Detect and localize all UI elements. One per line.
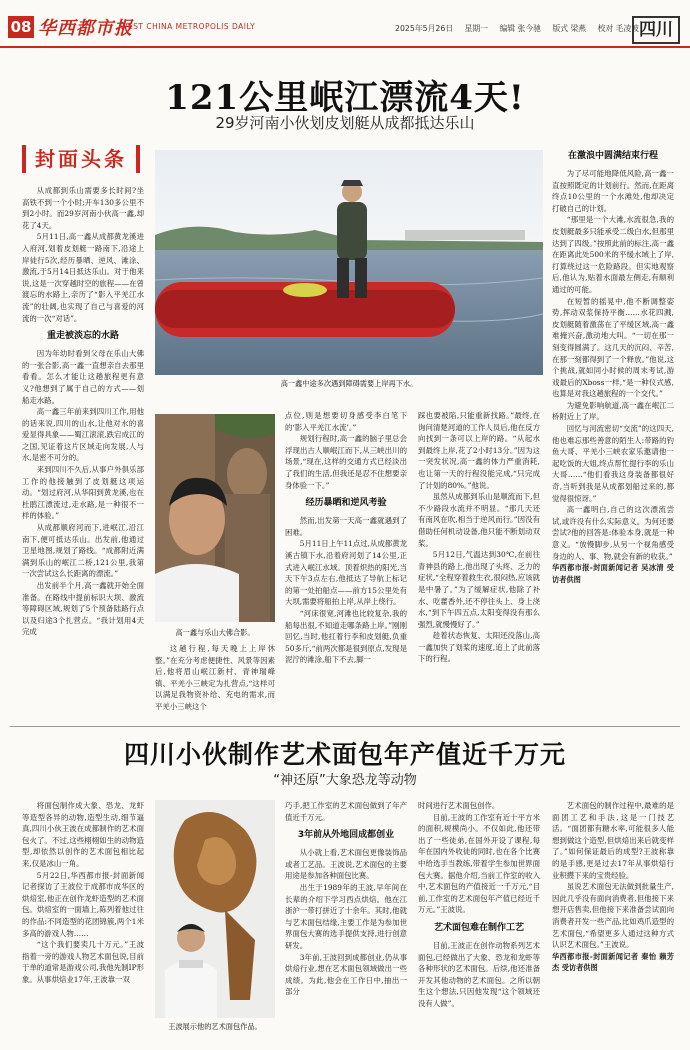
kayak-photo <box>155 150 543 375</box>
bread-art-photo-image <box>155 800 275 1018</box>
paragraph: 时间进行艺术面包创作。 <box>418 801 500 810</box>
column-label: 封面头条 <box>22 145 140 173</box>
story-divider <box>10 726 680 727</box>
buddha-photo-image <box>155 414 275 622</box>
paragraph: 在短暂的摇晃中,他不断调整姿势,挥动双浆保持平衡……水花四溅,皮划艇随着激荡在了平缓区域,高一鑫难掩兴奋,激动地大叫。“一切在那一刻变得圆满了。这几天的沉闷、辛苦,在那一刻都得到了一个释放。”他说,这个挑战,就如同小时候的周末考试,游戏最后的Xboss一样,“是一种仪式感,也算是对我这趟旅程的一个交代。” <box>552 296 674 399</box>
paragraph: 将面包制作成大象、恐龙、龙虾等造型各异的动物,造型生动,细节逼真,四川小伙王波在成都制作的艺术面包火了。不过,这些栩栩如生的动物造型,却依然以创作的艺术面包相比起来,仅是冰山一角。 <box>22 801 144 868</box>
paragraph: 虽然从成都到乐山是顺流而下,但不少路段水流并不明显。“那几天还有南风在吹,相当于逆风而行。”因没有借助任何机动设备,他只能不断划动双桨。 <box>418 492 540 548</box>
paragraph: 因为年幼时看到父母在乐山大佛的一张合影,高一鑫一直想亲自去那里看看。怎么才能让这趟旅程更有意义?他想到了属于自己的方式——划船走水路。 <box>22 349 144 405</box>
paragraph: 5月12日,气温达到30℃,在前往青神县的路上,他出现了头疼、乏力的症状,“全程穿着救生衣,很闷热,应该就是中暑了。”为了缓解症状,他除了补水、吃藿香外,还不停往头上、身上浇水,“到下午四五点,太阳变得没有那么强烈,就慢慢好了。” <box>418 550 540 629</box>
bread-art-photo <box>155 800 275 1018</box>
paragraph: 目前,王波正在创作动物系列艺术面包,已经做出了大象、恐龙和龙虾等各种形状的艺术面包。后续,他还准备开发其他动物的艺术面包。之所以朝生这个想法,只因他发现“这个领域还没有人做”。 <box>418 940 540 1008</box>
kayak-photo-image <box>155 150 543 375</box>
paragraph: 来到四川不久后,从事户外俱乐部工作的他接触到了皮划艇这项运动。“划过府河,从华阳到黄龙溪,也在杜鹃江漂流过,走水路,是一种很不一样的体验。” <box>22 465 144 521</box>
story1-byline: 华西都市报-封面新闻记者 吴冰清 受访者供图 <box>552 563 674 584</box>
paragraph: 然而,出发第一天高一鑫就遇到了困难。 <box>285 516 407 537</box>
story1-subhead-3: 在激浪中圆满结束行程 <box>567 151 658 161</box>
paragraph: 虽说艺术面包无法做到批量生产,因此几乎没有面向消费者,但他接下来想开店售卖,但他接下来准备尝试面向消费者开发一些产品,比如鸡爪造型的艺术面包,“希望更多人通过这种方式认识艺术面包。”王波说。 <box>552 882 674 950</box>
story1-subhead-2: 经历暴晒和逆风考验 <box>305 498 387 509</box>
story2-column-1 <box>22 800 144 1030</box>
kayak-photo-caption: 高一鑫中途多次遇到障碍需要上岸再下水。 <box>280 379 418 388</box>
paragraph: 为避免影响航道,高一鑫在岷江二桥附近上了岸。 <box>552 400 674 422</box>
story2-column-4 <box>552 800 674 1030</box>
page-number: 08 <box>8 16 34 38</box>
story1-column-3 <box>285 410 407 720</box>
paragraph: 艺术面包的制作过程中,最难的是面团工艺和手法,这是一门技艺活。“面团都有糖水率,可能很多人能想到做这个造型,但烘焙出来后就变样了。”如何保证最后的成型?王波称靠的是手感,更是过去17年从事烘焙行业积攒下来的宝贵经验。 <box>552 801 674 880</box>
proofreader-credit: 校对 毛凌波 <box>597 24 640 33</box>
story2-headline: 四川小伙制作艺术面包年产值近千万元 <box>123 740 566 769</box>
paragraph: 点位,则是想要切身感受李白笔下的‘影入平羌江水流’。” <box>285 411 407 432</box>
story1-subheadline: 29岁河南小伙划皮划艇从成都抵达乐山 <box>215 114 475 132</box>
editor-credit: 编辑 张今驰 <box>499 24 541 33</box>
section-region: 四川 <box>632 16 680 44</box>
designer-credit: 版式 梁燕 <box>552 24 587 33</box>
issue-date: 2025年5月26日 <box>395 24 454 33</box>
paragraph: 从小就上看,艺术面包更像装饰品或者工艺品。王波说,艺术面包的主要用途是参加各种面包比赛。 <box>285 848 407 881</box>
buddha-photo-caption: 高一鑫与乐山大佛合影。 <box>175 628 255 637</box>
story1-subhead-1: 重走被淡忘的水路 <box>46 331 119 342</box>
story1-column-5 <box>552 150 674 722</box>
paragraph: 踩也要被陷,只能重新找路。”最终,在询问清楚河道的工作人员后,他在反方向找到一条可以上岸的路。“从起水到最终上岸,花了2小时13分。”因为这一突发状况,高一鑫的体力严重消耗,也让第一天的行程没能完成,“只完成了计划的80%。”他说。 <box>418 411 540 490</box>
story1-column-2 <box>155 643 275 721</box>
story1-column-1 <box>22 185 144 720</box>
newspaper-name-en: WEST CHINA METROPOLIS DAILY <box>120 22 256 31</box>
paragraph: 高一鑫明白,自己的这次漂流尝试,或许没有什么实际意义。为何还要尝试?他的回答是:体验本身,就是一种意义。“放慢脚步,从另一个视角感受身边的人、事、物,就会有新的收获。” <box>552 505 674 561</box>
story2-column-2 <box>285 800 407 1030</box>
issue-weekday: 星期一 <box>464 24 488 33</box>
story1-headline: 121公里岷江漂流4天! <box>165 78 525 118</box>
newspaper-name: 华西都市报 <box>38 18 133 39</box>
story2-column-3 <box>418 800 540 1030</box>
buddha-photo <box>155 414 275 622</box>
paragraph: 5月11日,高一鑫从成都黄龙溪进入府河,划着皮划艇一路南下,沿途上岸徒行5次,经历暴晒、逆风、滩涂、激流,于5月14日抵达乐山。对于他来说,这是一次穿越时空的旅程——在曾渡忘的水路上,亲历了“影入平羌江水流”的壮阔,也实现了自己与喜爱的河流的一次“对话”。 <box>22 232 144 323</box>
paragraph: 规划行程时,高一鑫的脑子里总会浮现出古人顺岷江而下,从三峡出川的场景,“现在,这样的交通方式已经淡出了我们的生活,但我还是忍不住想要亲身体验一下。” <box>285 434 407 490</box>
paragraph: 这趟行程,每天晚上上岸休整。”在充分考虑便捷性、风景等因素后,他将眉山岷江新村、青神瑞峰镇、平羌小三峡定为扎营点,“这样可以满足我物资补给、充电的需求,而平羌小三峡这个 <box>155 644 275 711</box>
story2-subheadline: “神还原”大象恐龙等动物 <box>273 773 417 788</box>
paragraph: 从成都顺府河而下,进岷江,沿江南下,便可抵达乐山。出发前,他通过卫星地图,规划了路线。“成都附近满满到乐山的岷江二桥,121公里,我第一次尝试这么长距离的漂流。” <box>22 523 144 579</box>
story1-column-4 <box>418 410 540 720</box>
paragraph: “这个我们要卖几十万元。”王波指着一旁的游戏人物艺术面包说,目前于单的道常是游戏公司,我他先制IP形象。从事烘焙业17年,王波靠一双 <box>22 940 144 984</box>
paragraph: 趁着状态恢复、太阳还没落山,高一鑫加快了划桨的速度,追上了此前落下的行程。 <box>418 631 540 664</box>
paragraph: 出生于1989年的王波,早年间在长辈的介绍下学习西点烘焙。他在江浙沪一带打拼近了十余年。其时,他就与艺术面包结缘,主要工作是为参加世界面包大赛的选手提供支持,进行创意研发。 <box>285 882 407 950</box>
paragraph: 5月22日,华西都市报-封面新闻记者探访了王波位于成都市成华区的烘焙室,他正在创作龙虾造型的艺术面包。烘焙室的一面墙上,陈列着他过往的作品:不同造型的花团锦簇,两个1米多高的游戏人物…… <box>22 870 144 938</box>
paragraph: 目前,王波的工作室有近十平方米的面积,规模尚小。不仅如此,他还带出了一些徒弟,在国外开设了课程,每年在国内外收徒的同时,也在各个比赛中给选手当教练,带着学生参加世界面包大赛。据他介绍,当前工作室的收入中,艺术面包的产值接近一千万元,“目前,工作室的艺术面包年产值已经近千万元。”王波说。 <box>418 812 540 915</box>
paragraph: 高一鑫三年前来到四川工作,用他的话来说,四川的山水,让他对水的喜爱显得具象——蜀江滚滚,跌宕成江的之国,见证着这片区域走向发展,人与水,是密不可分的。 <box>22 407 144 463</box>
paragraph: “那里是一个大滩,水流很急,我的皮划艇最多只能承受二级白水,但那里达到了四级。”按照此前的标注,高一鑫在距离此处500米的平缓水域上了岸,打算绕过这一危险路段。但实地观察后,他认为,贴着水面最左侧走,有顺利通过的可能。 <box>552 215 674 294</box>
header-rule <box>0 46 690 48</box>
paragraph: 回忆与河流密切“交流”的这四天,他也难忘那些善意的陌生人:带路的钓鱼大哥、平羌小三峡农家乐邀请他一起吃饭的大姐,终点帮忙提行李的乐山大哥……“他们看我这身装备都很好奇,当听到我是从成都划船过来的,都觉得很惊讶。” <box>552 424 674 503</box>
story2-byline: 华西都市报-封面新闻记者 秦怡 赖芳杰 受访者供图 <box>552 951 674 973</box>
paragraph: 从成都到乐山需要多长时间?坐高铁不到一个小时;开车130多公里不到2小时。而29岁河南小伙高一鑫,却花了4天。 <box>22 186 144 230</box>
story2-subhead-2: 艺术面包难在制作工艺 <box>433 922 524 933</box>
bread-art-photo-caption: 王波展示他的艺术面包作品。 <box>168 1022 262 1031</box>
paragraph: 5月11日上午11点过,从成都黄龙溪古镇下水,沿着府河划了14公里,正式进入岷江水域。顶着炽热的阳光,当天下午3点左右,他抵达了导航上标记的第一处拍船点——前方15公里处有大坝,需要将船拍上岸,从岸上绕行。 <box>285 539 407 607</box>
paragraph: 3年前,王波回到成都创业,仍从事烘焙行业,想在艺术面包领域做出一些成绩。为此,他会在工作日中,抽出一部分 <box>285 952 407 997</box>
page-meta <box>395 23 648 34</box>
paragraph: 巧手,把工作室的艺术面包做到了年产值近千万元。 <box>285 801 407 822</box>
story2-subhead-1: 3年前从外地回成都创业 <box>297 830 395 841</box>
paragraph: 出发前半个月,高一鑫就开始全面准备。在路线中提前标识大坝、激流等障碍区域,规划了5个预备陆路行点以及归途3个扎营点。“我计划用4天完成 <box>22 581 144 637</box>
paragraph: 为了尽可能地降低风险,高一鑫一直按照既定的计划前行。然而,在距离终点10公里的一个水滩处,他却决定打破自己的计划。 <box>552 169 674 213</box>
paragraph: “河床很宽,河滩也比较复杂,我的船每出很,不知道走哪条路上岸。”刚刚回忆,当时,他扛着行李和皮划艇,负重50多斤,“前两次都是很到原点,发现是泥泞的滩涂,船下不去,脚一 <box>285 608 407 665</box>
